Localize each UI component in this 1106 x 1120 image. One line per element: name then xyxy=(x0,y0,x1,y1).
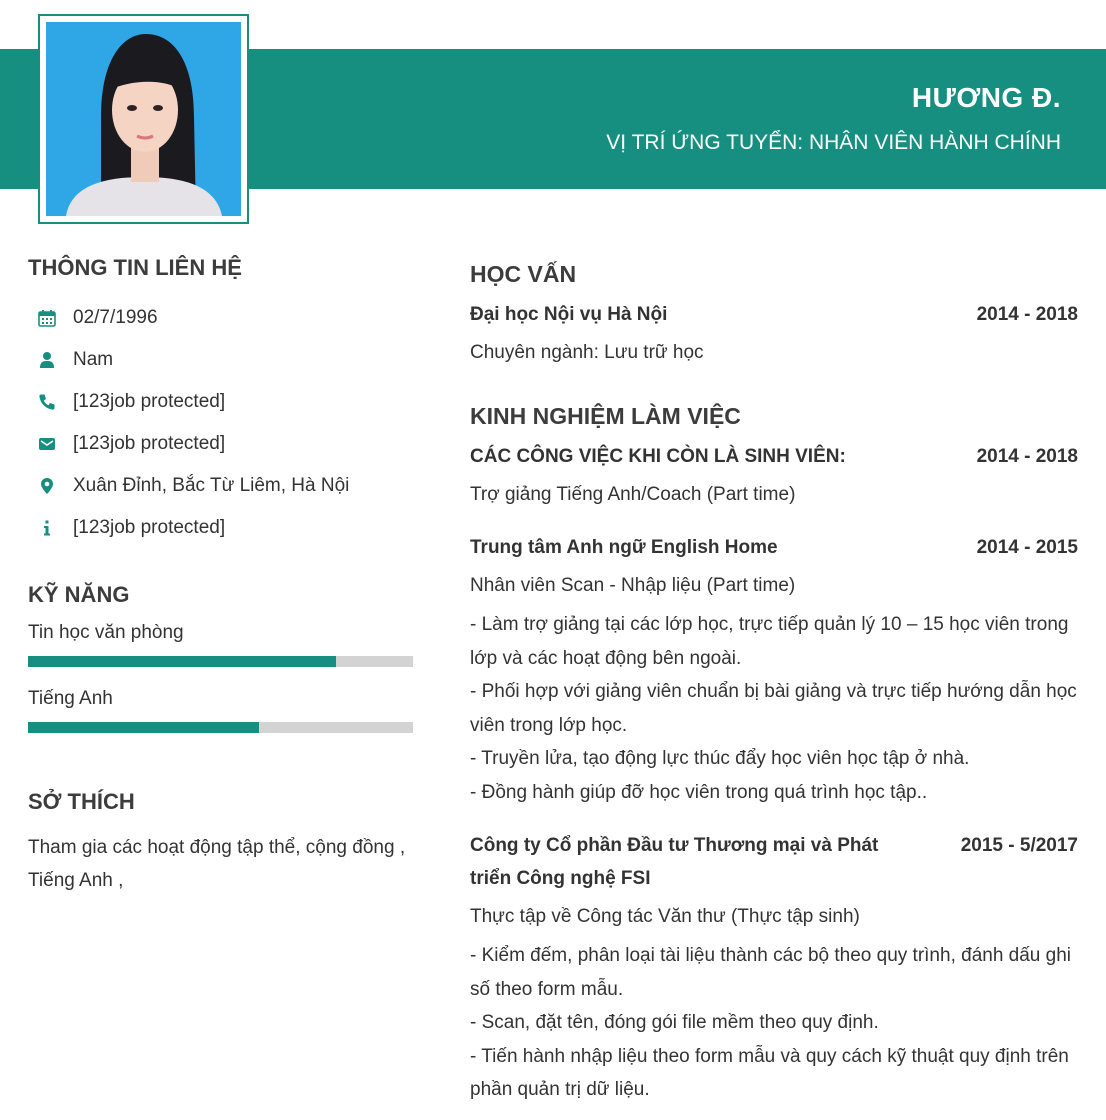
education-major: Chuyên ngành: Lưu trữ học xyxy=(470,342,704,363)
portrait-image xyxy=(46,22,241,216)
contact-section xyxy=(28,255,418,549)
applied-position: VỊ TRÍ ỨNG TUYỂN: NHÂN VIÊN HÀNH CHÍNH xyxy=(606,131,1061,154)
education-school: Đại học Nội vụ Hà Nội xyxy=(470,304,668,325)
contact-item-gender xyxy=(28,339,418,381)
experience-entry-head xyxy=(470,440,1078,473)
experience-desc-line: - Kiểm đếm, phân loại tài liệu thành các bộ theo quy trình, đánh dấu ghi số theo form mẫu. xyxy=(470,945,1072,1000)
envelope-icon xyxy=(37,434,57,454)
skill-name: Tiếng Anh xyxy=(28,688,113,709)
contact-item-address xyxy=(28,465,418,507)
hobbies-text: Tham gia các hoạt động tập thể, cộng đồng , Tiếng Anh , xyxy=(28,837,406,891)
contact-item-email xyxy=(28,423,418,465)
calendar-icon xyxy=(37,308,57,328)
education-date: 2014 - 2018 xyxy=(976,304,1078,325)
profile-photo xyxy=(46,22,241,216)
info-icon xyxy=(37,518,57,538)
education-title: HỌC VẤN xyxy=(470,261,577,287)
experience-role: Trợ giảng Tiếng Anh/Coach (Part time) xyxy=(470,484,796,505)
experience-desc-line: - Phối hợp với giảng viên chuẩn bị bài giảng và trực tiếp hướng dẫn học viên trong lớp học. xyxy=(470,681,1077,736)
experience-desc-line: - Tiến hành nhập liệu theo form mẫu và quy cách kỹ thuật quy định trên phần quản trị dữ liệu. xyxy=(470,1045,1069,1100)
skill-bar xyxy=(28,722,413,733)
experience-org: Trung tâm Anh ngữ English Home xyxy=(470,537,778,558)
hobbies-section xyxy=(28,789,428,897)
user-icon xyxy=(37,350,57,370)
education-entry-head xyxy=(470,298,1078,331)
phone-icon xyxy=(37,392,57,412)
profile-photo-frame xyxy=(38,14,249,224)
hobbies-title: SỞ THÍCH xyxy=(28,789,135,814)
contact-text: 02/7/1996 xyxy=(73,307,158,328)
contact-title: THÔNG TIN LIÊN HỆ xyxy=(28,255,242,280)
experience-title: KINH NGHIỆM LÀM VIỆC xyxy=(470,403,741,429)
skills-section xyxy=(28,582,418,733)
contact-text: [123job protected] xyxy=(73,517,226,538)
experience-date: 2014 - 2018 xyxy=(976,446,1078,467)
skill-bar xyxy=(28,656,413,667)
experience-entry-head xyxy=(470,829,1078,895)
skill-bar-fill xyxy=(28,722,259,733)
experience-org: CÁC CÔNG VIỆC KHI CÒN LÀ SINH VIÊN: xyxy=(470,446,846,467)
experience-role: Thực tập về Công tác Văn thư (Thực tập sinh) xyxy=(470,906,860,927)
experience-date: 2014 - 2015 xyxy=(976,537,1078,558)
contact-text: Nam xyxy=(73,349,114,370)
experience-org: Công ty Cổ phần Đầu tư Thương mại và Phát triển Công nghệ FSI xyxy=(470,835,879,889)
experience-desc-line: - Đồng hành giúp đỡ học viên trong quá trình học tập.. xyxy=(470,781,928,803)
contact-text: [123job protected] xyxy=(73,433,226,454)
contact-text: Xuân Đỉnh, Bắc Từ Liêm, Hà Nội xyxy=(73,475,350,496)
experience-description xyxy=(470,608,1078,809)
experience-desc-line: - Làm trợ giảng tại các lớp học, trực tiếp quản lý 10 – 15 học viên trong lớp và các hoạt động bên ngoài. xyxy=(470,614,1069,669)
experience-desc-line: - Truyền lửa, tạo động lực thúc đẩy học viên học tập ở nhà. xyxy=(470,748,970,769)
experience-description xyxy=(470,939,1078,1107)
candidate-name: HƯƠNG Đ. xyxy=(911,82,1061,113)
contact-item-info xyxy=(28,507,418,549)
map-marker-icon xyxy=(37,476,57,496)
experience-entry-head xyxy=(470,531,1078,564)
skill-name: Tin học văn phòng xyxy=(28,622,184,643)
contact-item-phone xyxy=(28,381,418,423)
skill-bar-fill xyxy=(28,656,336,667)
experience-desc-line: - Scan, đặt tên, đóng gói file mềm theo quy định. xyxy=(470,1012,879,1033)
contact-list xyxy=(28,297,418,549)
experience-role: Nhân viên Scan - Nhập liệu (Part time) xyxy=(470,575,796,596)
contact-item-birthday xyxy=(28,297,418,339)
main-column xyxy=(470,261,1078,1107)
skills-title: KỸ NĂNG xyxy=(28,582,130,607)
experience-date: 2015 - 5/2017 xyxy=(960,835,1078,856)
contact-text: [123job protected] xyxy=(73,391,226,412)
